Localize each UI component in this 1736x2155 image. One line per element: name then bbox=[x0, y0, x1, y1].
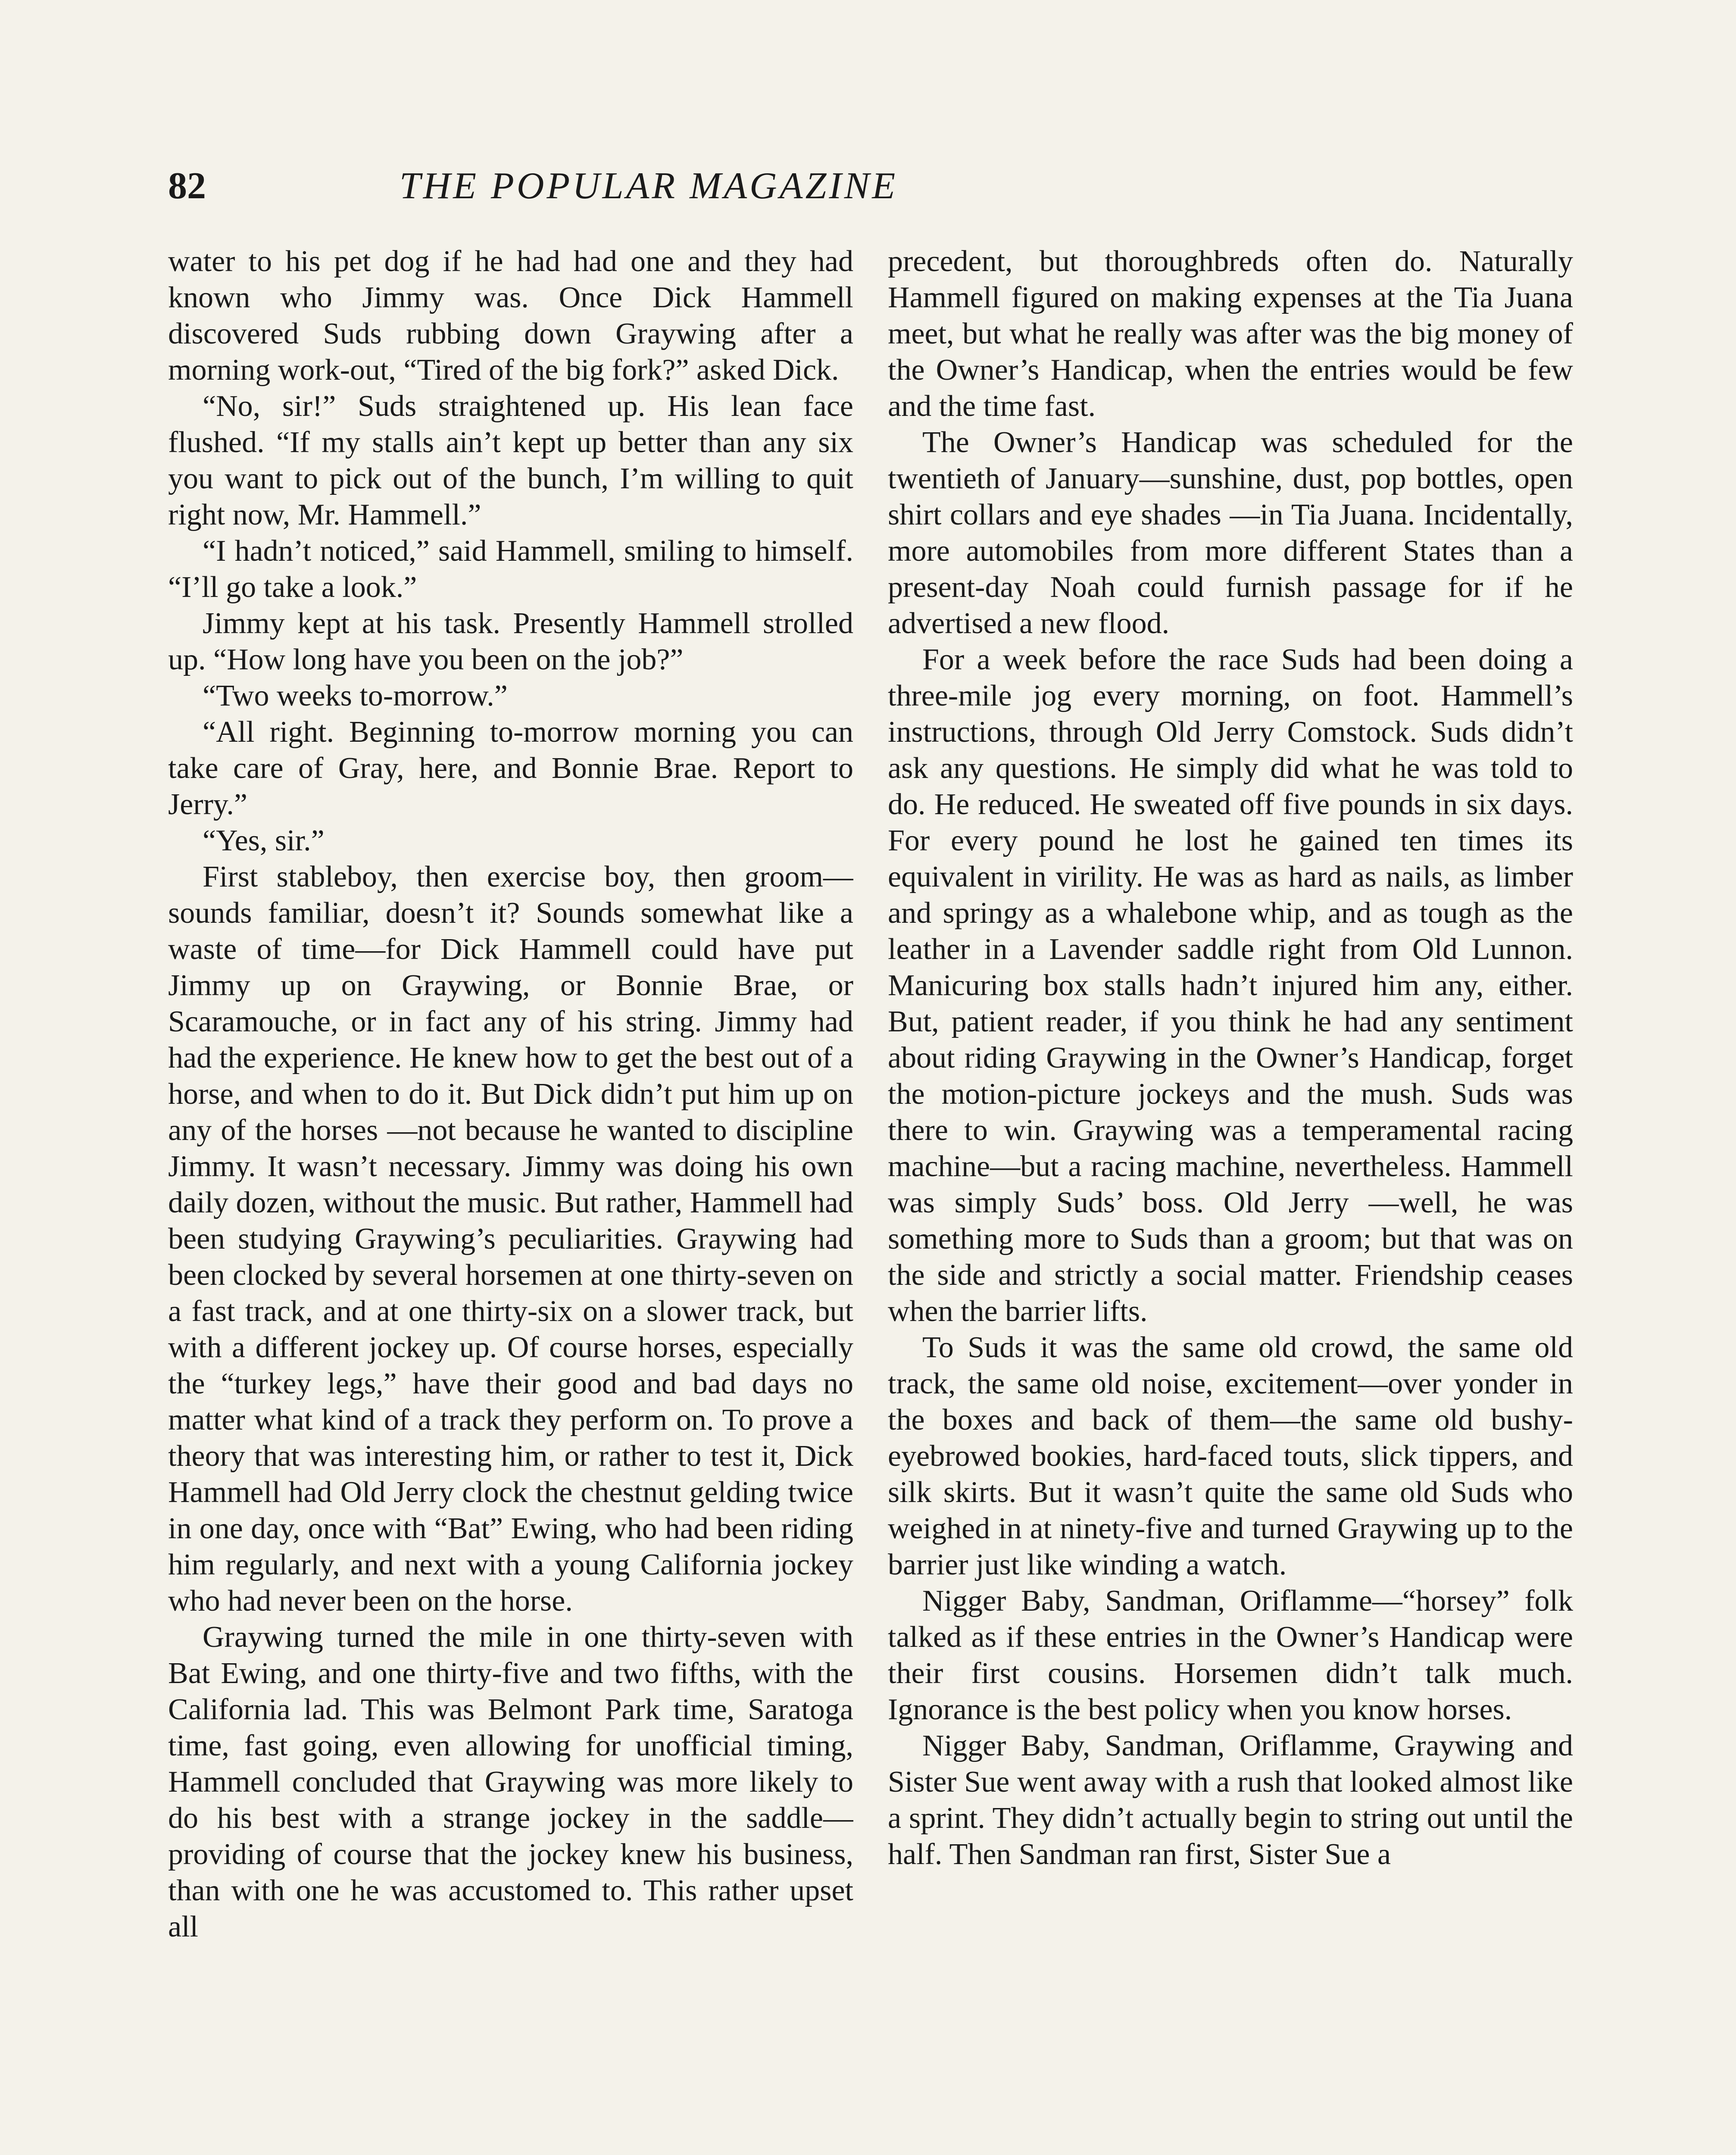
paragraph: “All right. Beginning to-morrow morning you can take care of Gray, here, and Bonnie Brae. Report to Jerry.” bbox=[168, 715, 853, 821]
paragraph: “Two weeks to-morrow.” bbox=[203, 679, 508, 712]
paragraph: For a week before the race Suds had been doing a three-mile jog every morning, on foot. Hammell’s instructions, through Old Jerry Comstock. Suds didn’t ask any questions. He simply did what he was told to do. He reduced. He sweated off five pounds in six days. For every pound he lost he gained ten times its equivalent in virility. He was as hard as nails, as limber and springy as a whalebone whip, and as tough as the leather in a Lavender saddle right from Old Lunnon. Manicuring box stalls hadn’t injured him any, either. But, patient reader, if you think he had any sentiment about riding Graywing in the Owner’s Handicap, forget the motion-picture jockeys and the mush. Suds was there to win. Graywing was a temperamental racing machine—but a racing machine, nevertheless. Hammell was simply Suds’ boss. Old Jerry —well, he was something more to Suds than a groom; but that was on the side and strictly a social matter. Friendship ceases when the barrier lifts. bbox=[888, 643, 1573, 1328]
paragraph: Jimmy kept at his task. Presently Hammell strolled up. “How long have you been on the job?” bbox=[168, 607, 853, 676]
paragraph: Nigger Baby, Sandman, Oriflamme—“horsey” folk talked as if these entries in the Owner’s Handicap were their first cousins. Horsemen didn’t talk much. Ignorance is the best policy when you know horses. bbox=[888, 1584, 1573, 1726]
page-header bbox=[168, 160, 1129, 212]
paragraph: Graywing turned the mile in one thirty-seven with Bat Ewing, and one thirty-five and two fifths, with the California lad. This was Belmont Park time, Saratoga time, fast going, even allowing for unofficial timing, Hammell concluded that Graywing was more likely to do his best with a strange jockey in the saddle—providing of course that the jockey knew his business, than with one he was accustomed to. This rather upset all bbox=[168, 1621, 853, 1943]
page-number: 82 bbox=[168, 165, 206, 207]
paragraph: First stableboy, then exercise boy, then groom—sounds familiar, doesn’t it? Sounds somewhat like a waste of time—for Dick Hammell could have put Jimmy up on Graywing, or Bonnie Brae, or Scaramouche, or in fact any of his string. Jimmy had had the experience. He knew how to get the best out of a horse, and when to do it. But Dick didn’t put him up on any of the horses —not because he wanted to discipline Jimmy. It wasn’t necessary. Jimmy was doing his own daily dozen, without the music. But rather, Hammell had been studying Graywing’s peculiarities. Graywing had been clocked by several horsemen at one thirty-seven on a fast track, and at one thirty-six on a slower track, but with a different jockey up. Of course horses, especially the “turkey legs,” have their good and bad days no matter what kind of a track they perform on. To prove a theory that was interesting him, or rather to test it, Dick Hammell had Old Jerry clock the chestnut gelding twice in one day, once with “Bat” Ewing, who had been riding him regularly, and next with a young California jockey who had never been on the horse. bbox=[168, 860, 853, 1618]
paragraph: “I hadn’t noticed,” said Hammell, smiling to himself. “I’ll go take a look.” bbox=[168, 534, 853, 604]
right-column bbox=[888, 244, 1573, 2155]
running-head: THE POPULAR MAGAZINE bbox=[399, 165, 898, 207]
left-column bbox=[168, 244, 853, 2155]
paragraph: The Owner’s Handicap was scheduled for the twentieth of January—sunshine, dust, pop bottles, open shirt collars and eye shades —in Tia Juana. Incidentally, more automobiles from more different States than a present-day Noah could furnish passage for if he advertised a new flood. bbox=[888, 426, 1573, 640]
paragraph: “No, sir!” Suds straightened up. His lean face flushed. “If my stalls ain’t kept up better than any six you want to pick out of the bunch, I’m willing to quit right now, Mr. Hammell.” bbox=[168, 390, 853, 531]
paragraph: To Suds it was the same old crowd, the same old track, the same old noise, excitement—over yonder in the boxes and back of them—the same old bushy-eyebrowed bookies, hard-faced touts, slick tippers, and silk skirts. But it wasn’t quite the same old Suds who weighed in at ninety-five and turned Graywing up to the barrier just like winding a watch. bbox=[888, 1331, 1573, 1581]
paragraph: water to his pet dog if he had had one and they had known who Jimmy was. Once Dick Hammell discovered Suds rubbing down Graywing after a morning work-out, “Tired of the big fork?” asked Dick. bbox=[168, 245, 853, 387]
paragraph: Nigger Baby, Sandman, Oriflamme, Graywing and Sister Sue went away with a rush that looked almost like a sprint. They didn’t actually begin to string out until the half. Then Sandman ran first, Sister Sue a bbox=[888, 1729, 1573, 1871]
paragraph: “Yes, sir.” bbox=[203, 824, 325, 857]
paragraph: precedent, but thoroughbreds often do. Naturally Hammell figured on making expenses at the Tia Juana meet, but what he really was after was the big money of the Owner’s Handicap, when the entries would be few and the time fast. bbox=[888, 245, 1573, 423]
